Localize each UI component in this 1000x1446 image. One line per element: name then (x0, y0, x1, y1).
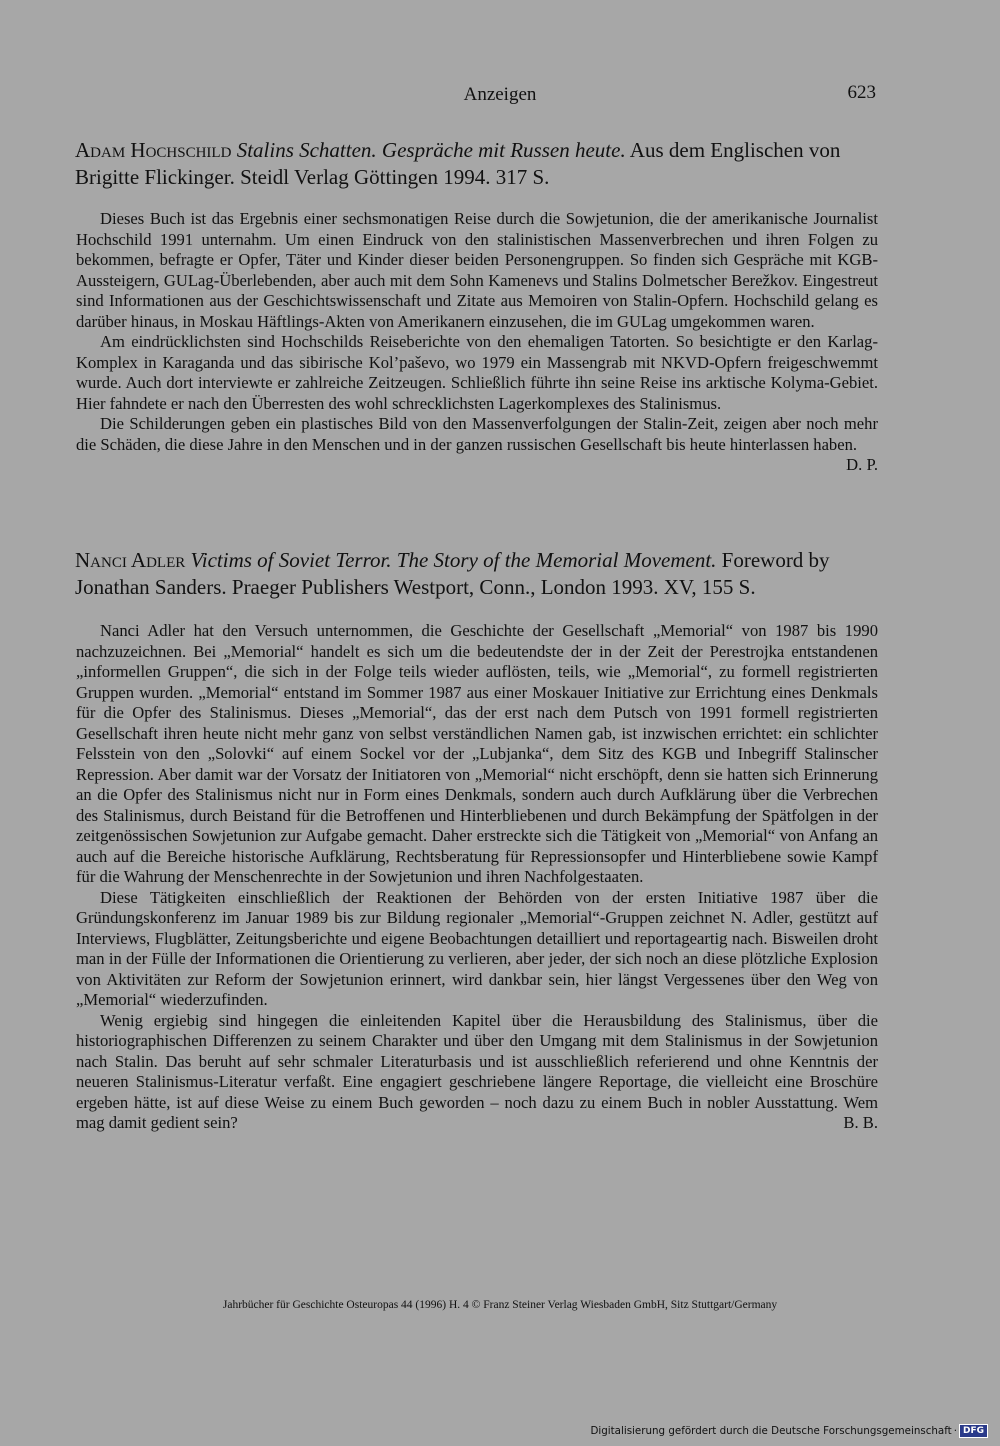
reviewer-signature: B. B. (843, 1113, 878, 1132)
review-author: Nanci Adler (75, 548, 186, 572)
review-paragraph: Dieses Buch ist das Ergebnis einer sechsmonatigen Reise durch die Sowjetunion, die der amerikanische Journalist Hochschild 1991 unternahm. Um einen Eindruck von den stalinistischen Massenverbrechen und ihren Folgen zu bekommen, befragte er Opfer, Täter und Kinder dieser beiden Personengruppen. So finden sich Gespräche mit KGB-Aussteigern, GULag-Überlebenden, aber auch mit dem Sohn Kamenevs und Stalins Dolmetscher Berežkov. Eingestreut sind Informationen aus der Geschichtswissenschaft und Zitate aus Memoiren von Stalin-Opfern. Hochschild gelang es darüber hinaus, in Moskau Häftlings-Akten von Amerikanern einzusehen, die im GULag umgekommen waren. (76, 209, 878, 331)
journal-citation: Jahrbücher für Geschichte Osteuropas 44 (1996) H. 4 © Franz Steiner Verlag Wiesbaden GmbH, Sitz Stuttgart/Germany (222, 1299, 778, 1311)
running-head: Anzeigen (463, 84, 537, 105)
review-paragraph (76, 1011, 878, 1134)
review-paragraph: Diese Tätigkeiten einschließlich der Reaktionen der Behörden von der ersten Initiative 1987 über die Gründungskonferenz im Januar 1989 bis zur Bildung regionaler „Memorial“-Gruppen zeichnet N. Adler, gestützt auf Interviews, Flugblätter, Zeitungsberichte und eigene Beobachtungen detailliert und reportageartig nach. Bisweilen droht man in der Fülle der Informationen die Orientierung zu verlieren, aber jeder, der sich noch an diese plötzliche Explosion von Aktivitäten zur Reform der Sowjetunion erinnert, wird dankbar sein, hier längst Vergessenes über den Weg von „Memorial“ wiederzufinden. (76, 887, 878, 1009)
funding-note: Digitalisierung gefördert durch die Deutsche Forschungsgemeinschaft (590, 1425, 952, 1437)
review-author: Adam Hochschild (75, 138, 232, 162)
review-paragraph-text: Die Schilderungen geben ein plastisches Bild von den Massenverfolgungen der Stalin-Zeit, zeigen aber noch mehr die Schäden, die diese Jahre in den Menschen und in der ganzen russischen Gesellschaft bis heute hinterlassen haben. (76, 414, 878, 454)
review-publication: Aus dem Englischen von Brigitte Flickinger. Steidl Verlag Göttingen 1994. 317 S. (75, 138, 841, 189)
funding-bar: Digitalisierung gefördert durch die Deutsche Forschungsgemeinschaft · DFG (608, 1424, 988, 1438)
review-publication: Foreword by Jonathan Sanders. Praeger Publishers Westport, Conn., London 1993. XV, 155 S. (75, 548, 830, 599)
review-paragraph: Am eindrücklichsten sind Hochschilds Reiseberichte von den ehemaligen Tatorten. So besichtigte er den Karlag-Komplex in Karaganda und das sibirische Kol’paševo, wo 1979 ein Massengrab mit NKVD-Opfern freigeschwemmt wurde. Auch dort interviewte er zahlreiche Zeitzeugen. Schließlich führte ihn seine Reise ins arktische Kolyma-Gebiet. Hier fahndete er nach den Überresten des wohl schrecklichsten Lagerkomplexes des Stalinismus. (76, 332, 878, 413)
review-heading (75, 547, 885, 601)
dfg-logo-icon: DFG (959, 1424, 988, 1438)
reviewer-signature: D. P. (846, 455, 878, 474)
review-title: Victims of Soviet Terror. The Story of the Memorial Movement. (190, 548, 717, 572)
review-body (76, 621, 878, 1134)
page-number: 623 (847, 82, 876, 103)
review-title: Stalins Schatten. Gespräche mit Russen heute. (236, 138, 626, 162)
review-paragraph (76, 414, 878, 474)
review-heading (75, 137, 885, 191)
review-paragraph-text: Wenig ergiebig sind hingegen die einleitenden Kapitel über die Herausbildung des Stalinismus, über die historiographischen Differenzen zu seinem Charakter und über den Umgang mit dem Stalinismus in der Sowjetunion nach Stalin. Das beruht auf sehr schmaler Literaturbasis und ist ausschließlich referierend und ohne Kenntnis der neueren Stalinismus-Literatur verfaßt. Eine engagiert geschriebene längere Reportage, die vielleicht eine Broschüre ergeben hätte, ist auf diese Weise zu einem Buch geworden – noch dazu zu einem Buch in nobler Ausstattung. Wem mag damit gedient sein? (76, 1010, 878, 1132)
review-body (76, 209, 878, 476)
review-paragraph: Nanci Adler hat den Versuch unternommen, die Geschichte der Gesellschaft „Memorial“ von 1987 bis 1990 nachzuzeichnen. Bei „Memorial“ handelt es sich um die bedeutendste der in der Zeit der Perestrojka entstandenen „informellen Gruppen“, die sich in der Folge teils wieder auflösten, teils, wie „Memorial“, zu formell registrierten Gruppen wurden. „Memorial“ entstand im Sommer 1987 aus einer Moskauer Initiative zur Errichtung eines Denkmals für die Opfer des Stalinismus. Dieses „Memorial“, das der erst nach dem Putsch von 1991 formell registrierten Gesellschaft ihren heute nicht mehr ganz von selbst verständlichen Namen gab, ist inzwischen errichtet: ein schlichter Felsstein von den „Solovki“ auf einem Sockel vor der „Lubjanka“, dem Sitz des KGB und Inbegriff Stalinscher Repression. Aber damit war der Vorsatz der Initiatoren von „Memorial“ nicht erschöpft, denn sie hatten sich Erinnerung an die Opfer des Stalinismus nicht nur in Form eines Denkmals, sondern auch durch Aufklärung über die Verbrechen des Stalinismus, durch Beistand für die Betroffenen und Hinterbliebenen und durch Bekämpfung der Spätfolgen in der zeitgenössischen Sowjetunion zur Aufgabe gemacht. Daher erstreckte sich die Tätigkeit von „Memorial“ von Anfang an auch auf die Bereiche historische Aufklärung, Rechtsberatung für Repressionsopfer und Hinterbliebene sowie Kampf für die Wahrung der Menschenrechte in der Sowjetunion und ihren Nachfolgestaaten. (76, 621, 878, 886)
